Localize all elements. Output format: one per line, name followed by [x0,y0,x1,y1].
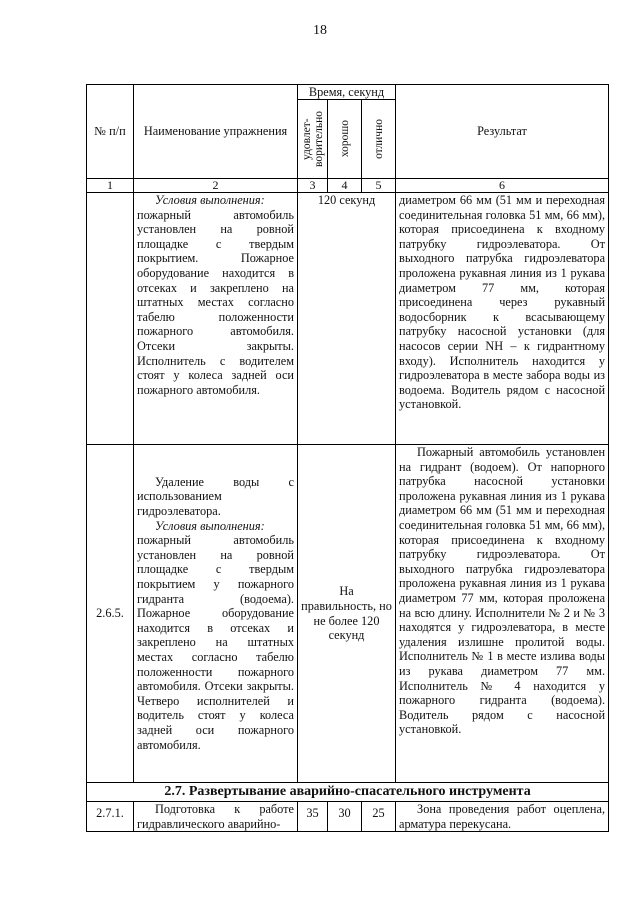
col-num-1: 1 [87,179,134,193]
row3-name: Подготовка к работе гидравлического аварийно- [134,802,298,832]
row1-number [87,193,134,445]
row2-time: На правильность, но не более 120 секунд [298,445,396,783]
table-row [87,193,609,445]
row1-conditions-text: пожарный автомобиль установлен на ровной площадке с твердым покрытием. Пожарное оборудование находится в отсеках и закреплено на штатных местах согласно табелю положенности пожарного автомобиля. Отсеки закрыты. Исполнитель с водителем стоят у колеса задней оси пожарного автомобиля. [137,207,294,397]
row3-number: 2.7.1. [87,802,134,832]
row2-number: 2.6.5. [87,445,134,783]
header-good: хорошо [328,100,362,179]
header-name: Наименование упражнения [134,85,298,179]
header-no: № п/п [87,85,134,179]
row3-excellent: 25 [362,802,396,832]
exercise-table [86,84,609,832]
header-excellent: отлично [362,100,396,179]
row1-conditions-label: Условия выполнения: [155,193,265,207]
row2-title: Удаление воды с использованием гидроэлеватора. [137,474,294,519]
row2-description [134,445,298,783]
col-num-2: 2 [134,179,298,193]
col-num-5: 5 [362,179,396,193]
row2-conditions-label: Условия выполнения: [155,518,265,533]
table-row [87,802,609,832]
header-result: Результат [396,85,609,179]
section-row [87,783,609,802]
section-title: 2.7. Развертывание аварийно-спасательного инструмента [87,783,609,802]
col-num-4: 4 [328,179,362,193]
row3-result: Зона проведения работ оцеплена, арматура перекусана. [396,802,609,832]
row2-result: Пожарный автомобиль установлен на гидрант (водоем). От напорного патрубка насосной установки проложена рукавная линия из 1 рукава диаметром 66 мм (51 мм и переходная соединительная головка 51 мм, 66 мм), которая присоединена к входному патрубку гидроэлеватора. От выходного патрубка гидроэлеватора проложена рукавная линия из 1 рукава диаметром 77 мм, которая проложена на всю длину. Исполнители № 2 и № 3 находятся у гидроэлеватора, в месте удаления излишне пролитой воды. Исполнитель № 1 в месте излива воды из рукава диаметром 77 мм. Исполнитель № 4 находится у пожарного гидранта (водоема). Водитель рядом с насосной установкой. [396,445,609,783]
header-satisfactory: удовлет- ворительно [298,100,328,179]
column-numbers-row [87,179,609,193]
row1-result: диаметром 66 мм (51 мм и переходная соединительная головка 51 мм, 66 мм), которая присоединена к входному патрубку гидроэлеватора. От выходного патрубка гидроэлеватора проложена рукавная линия из 1 рукава диаметром 77 мм, которая присоединена через рукавный водосборник к всасывающему патрубку насосной установки (для насосов серии NH – к гидрантному входу). Исполнитель находится у гидроэлеватора в месте забора воды из водоема. Водитель рядом с насосной установкой. [396,193,609,445]
col-num-6: 6 [396,179,609,193]
page-number: 18 [313,23,327,38]
header-time: Время, секунд [298,85,396,100]
col-num-3: 3 [298,179,328,193]
row3-satisfactory: 35 [298,802,328,832]
row3-good: 30 [328,802,362,832]
row1-time: 120 секунд [298,193,396,445]
header-row-top [87,85,609,100]
row1-conditions [134,193,298,445]
row2-conditions-text: пожарный автомобиль установлен на ровной площадке с твердым покрытием у пожарного гидранта (водоема). Пожарное оборудование находится в отсеках и закреплено на штатных местах согласно табелю положенности пожарного автомобиля. Отсеки закрыты. Четверо исполнителей и водитель стоят у колеса задней оси пожарного автомобиля. [137,533,294,752]
table-row [87,445,609,783]
